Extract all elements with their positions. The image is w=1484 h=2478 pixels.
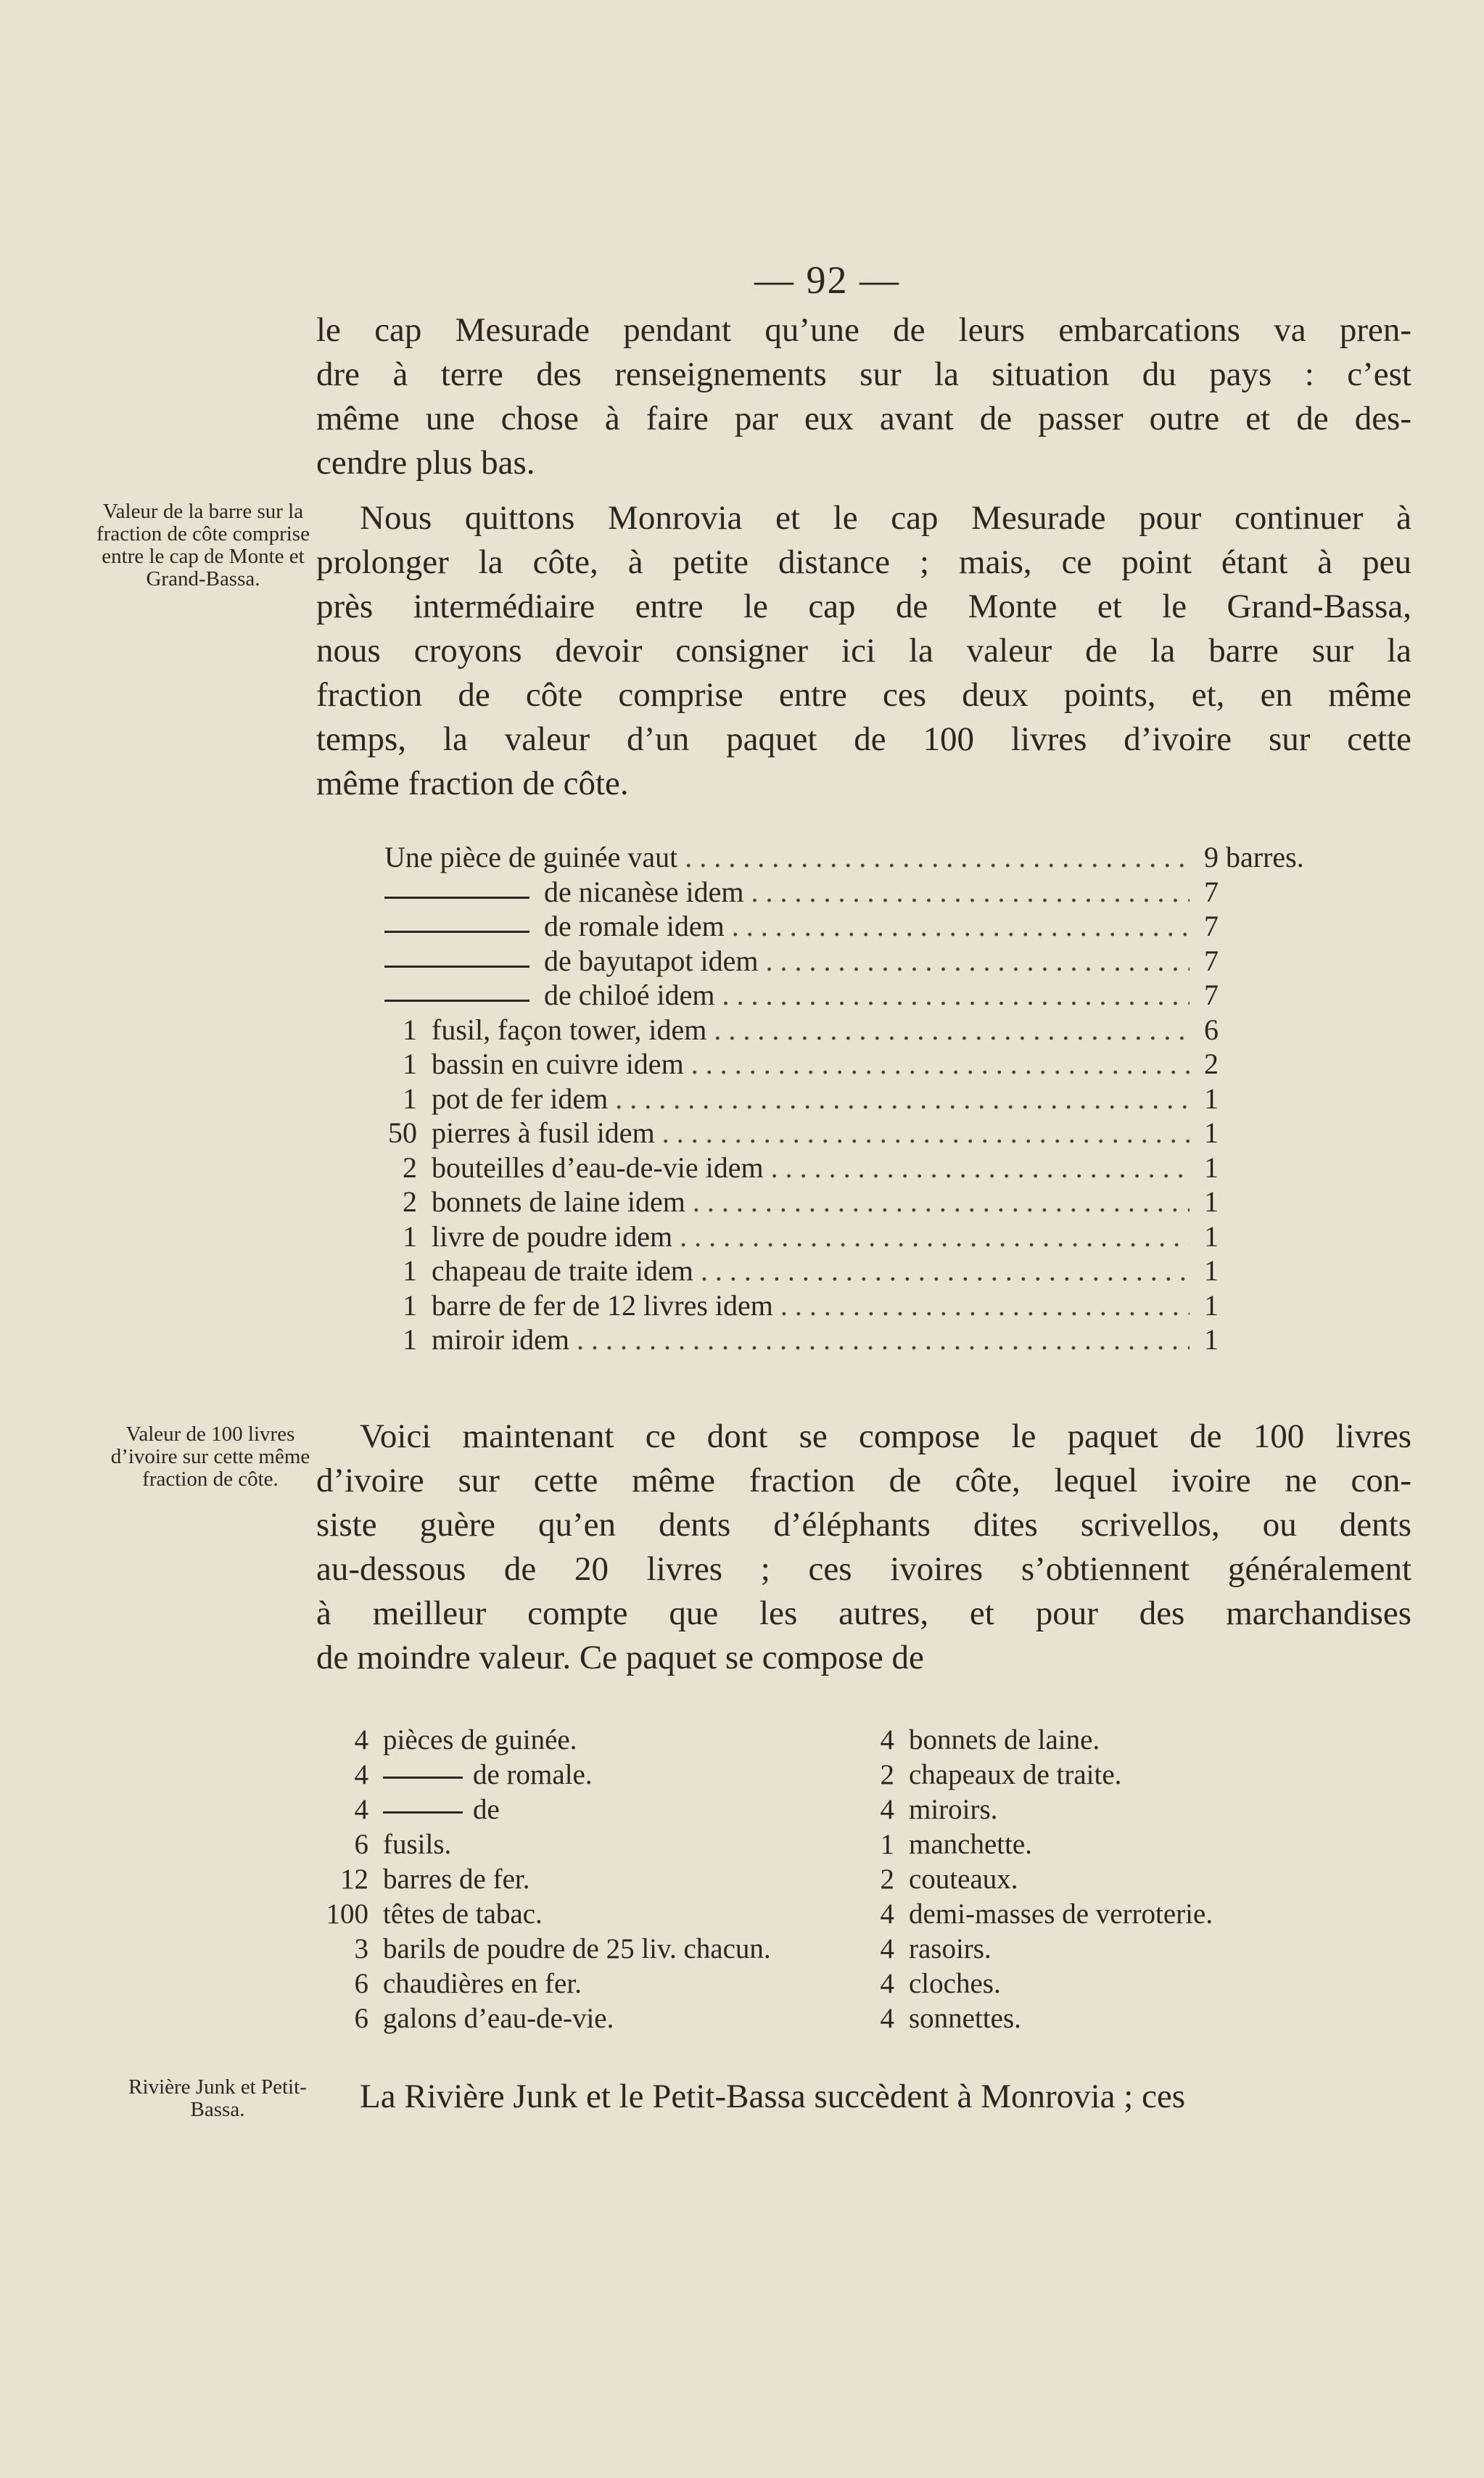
paquet-row-quantity: 4 [354,1794,368,1825]
barre-row [384,944,1349,979]
ditto-dash [384,966,529,968]
barre-row-quantity: 2 [403,1185,417,1218]
barre-row-item: pot de fer idem . . . [432,1082,1190,1116]
paquet-row-quantity: 100 [326,1898,368,1930]
barre-row-quantity: 1 [403,1082,417,1115]
paquet-row-quantity: 2 [880,1759,894,1790]
paragraph-line: au-dessous de 20 livres ; ces ivoires s’obtiennent généralement [316,1550,1411,1588]
paragraph-line: près intermédiaire entre le cap de Monte et le Grand-Bassa, [316,588,1411,625]
barre-row-value: 7 [1204,944,1219,977]
barre-row-value: 2 [1204,1047,1219,1080]
paquet-row-quantity: 6 [354,2003,368,2034]
barre-row-value: 1 [1204,1219,1219,1253]
barre-row-quantity: 50 [388,1116,417,1149]
barre-row [384,1254,1349,1288]
paragraph-line: cendre plus bas. [316,444,535,482]
paquet-row-item: manchette. [909,1829,1032,1860]
paquet-row-item: de [473,1794,500,1825]
paquet-row-quantity: 4 [880,1724,894,1755]
paragraph-line: même fraction de côte. [316,765,629,802]
barre-row-value: 1 [1204,1288,1219,1322]
paquet-row-item: pièces de guinée. [383,1724,577,1755]
barre-row [384,1219,1349,1254]
paragraph-4 [316,2075,1411,2119]
barre-row [384,1082,1349,1116]
margin-note-ivoire: Valeur de 100 livres d’ivoire sur cette même fraction de côte. [110,1423,310,1491]
paquet-row-item: têtes de tabac. [383,1898,543,1930]
paragraph-line: prolonger la côte, à petite distance ; mais, ce point étant à peu [316,543,1411,581]
barre-row [384,875,1349,910]
barre-row-item: de chiloé idem . . . [544,978,1190,1013]
paquet-row-item: galons d’eau-de-vie. [383,2003,614,2034]
barre-row-value: 7 [1204,875,1219,908]
paragraph-line: fraction de côte comprise entre ces deux points, et, en même [316,676,1411,714]
paquet-row-item: barils de poudre de 25 liv. chacun. [383,1933,771,1964]
barre-row-value: 1 [1204,1150,1219,1184]
barre-row-value: 7 [1204,979,1219,1011]
barre-row-item: livre de poudre idem . . . [432,1219,1190,1254]
paquet-row-item: fusils. [383,1829,452,1860]
barre-row [384,1047,1349,1082]
barre-row [384,1185,1349,1219]
paquet-row-item: cloches. [909,1968,1001,1999]
barre-row [384,1013,1349,1047]
barre-row-value: 1 [1204,1185,1219,1218]
barre-row-quantity: 1 [403,1219,417,1253]
barre-value-table [384,840,1349,1357]
paquet-row-quantity: 4 [880,2003,894,2034]
paragraph-line: Nous quittons Monrovia et le cap Mesurade pour continuer à [360,499,1411,537]
ditto-dash [384,931,529,933]
barre-row-quantity: 2 [403,1150,417,1184]
barre-row-value: 1 [1204,1323,1219,1356]
barre-row [384,1322,1349,1357]
paragraph-line: même une chose à faire par eux avant de passer outre et de des- [316,400,1411,437]
paquet-row-quantity: 4 [880,1968,894,1999]
ditto-dash [384,897,529,899]
ditto-dash [383,1777,463,1779]
paquet-row-item: miroirs. [909,1794,998,1825]
paquet-row-item: chaudières en fer. [383,1968,582,1999]
ditto-dash [384,1000,529,1002]
barre-row-item: de nicanèse idem . . . [544,875,1190,910]
paragraph-line: de moindre valeur. Ce paquet se compose de [316,1639,924,1676]
barre-row [384,978,1349,1013]
margin-note-barre: Valeur de la barre sur la fraction de côte comprise entre le cap de Monte et Grand-Bassa. [96,500,310,590]
barre-row-value: 9 barres. [1204,841,1304,873]
barre-row-item: bassin en cuivre idem . . . [432,1047,1190,1082]
paquet-row-item: rasoirs. [909,1933,992,1964]
barre-row-quantity: 1 [403,1323,417,1356]
barre-row-value: 1 [1204,1082,1219,1115]
paquet-row-quantity: 12 [340,1864,368,1895]
barre-row-quantity: 1 [403,1254,417,1287]
paragraph-2 [316,496,1411,806]
paquet-row-quantity: 1 [880,1829,894,1860]
margin-note-riviere: Rivière Junk et Petit-Bassa. [128,2075,307,2121]
paquet-row-quantity: 6 [354,1968,368,1999]
paquet-row-quantity: 4 [880,1898,894,1930]
barre-row-quantity: 1 [403,1288,417,1322]
paquet-row-quantity: 3 [354,1933,368,1964]
barre-row [384,1288,1349,1323]
paragraph-line: Voici maintenant ce dont se compose le paquet de 100 livres [360,1417,1411,1455]
barre-row-value: 6 [1204,1013,1219,1046]
barre-row-quantity: 1 [403,1013,417,1046]
barre-row-item: chapeau de traite idem . . . [432,1254,1190,1288]
paragraph-line: à meilleur compte que les autres, et pour des marchandises [316,1594,1411,1632]
paquet-row-quantity: 4 [880,1794,894,1825]
paragraph-line: dre à terre des renseignements sur la situation du pays : c’est [316,355,1411,393]
barre-row-value: 7 [1204,910,1219,942]
barre-row-item: bonnets de laine idem . . . [432,1185,1190,1219]
barre-row-value: 1 [1204,1116,1219,1149]
paquet-row-quantity: 2 [880,1864,894,1895]
barre-row-value: 1 [1204,1254,1219,1287]
barre-row-item: bouteilles d’eau-de-vie idem . . . [432,1150,1190,1185]
paragraph-1 [316,308,1411,485]
paquet-row-quantity: 4 [354,1759,368,1790]
barre-row [384,840,1349,875]
page-number: — 92 — [754,258,900,302]
barre-row [384,909,1349,944]
paragraph-line: temps, la valeur d’un paquet de 100 livres d’ivoire sur cette [316,720,1411,758]
barre-row-item: Une pièce de guinée vaut . . . [384,840,1190,875]
paragraph-line: le cap Mesurade pendant qu’une de leurs embarcations va pren- [316,311,1411,349]
paquet-row-item: sonnettes. [909,2003,1021,2034]
paquet-row-item: bonnets de laine. [909,1724,1100,1755]
barre-row-item: fusil, façon tower, idem . . . [432,1013,1190,1047]
paquet-row-item: barres de fer. [383,1864,530,1895]
paquet-row-item: chapeaux de traite. [909,1759,1122,1790]
barre-row-quantity: 1 [403,1047,417,1080]
paquet-row-quantity: 4 [354,1724,368,1755]
barre-row-item: pierres à fusil idem . . . [432,1116,1190,1150]
paquet-row-quantity: 4 [880,1933,894,1964]
paquet-row-quantity: 6 [354,1829,368,1860]
barre-row-item: de romale idem . . . [544,909,1190,944]
paragraph-3 [316,1415,1411,1680]
barre-row [384,1150,1349,1185]
paragraph-line: d’ivoire sur cette même fraction de côte, lequel ivoire ne con- [316,1462,1411,1499]
paragraph-line: siste guère qu’en dents d’éléphants dites scrivellos, ou dents [316,1506,1411,1544]
paquet-row-item: de romale. [473,1759,593,1790]
barre-row-item: de bayutapot idem . . . [544,944,1190,979]
paragraph-line: nous croyons devoir consigner ici la valeur de la barre sur la [316,632,1411,670]
barre-row [384,1116,1349,1150]
paquet-row-item: demi-masses de verroterie. [909,1898,1213,1930]
barre-row-item: barre de fer de 12 livres idem . . . [432,1288,1190,1323]
barre-row-item: miroir idem . . . [432,1322,1190,1357]
paquet-row-item: couteaux. [909,1864,1018,1895]
ditto-dash [383,1811,463,1814]
paragraph-line: La Rivière Junk et le Petit-Bassa succèdent à Monrovia ; ces [360,2078,1186,2115]
